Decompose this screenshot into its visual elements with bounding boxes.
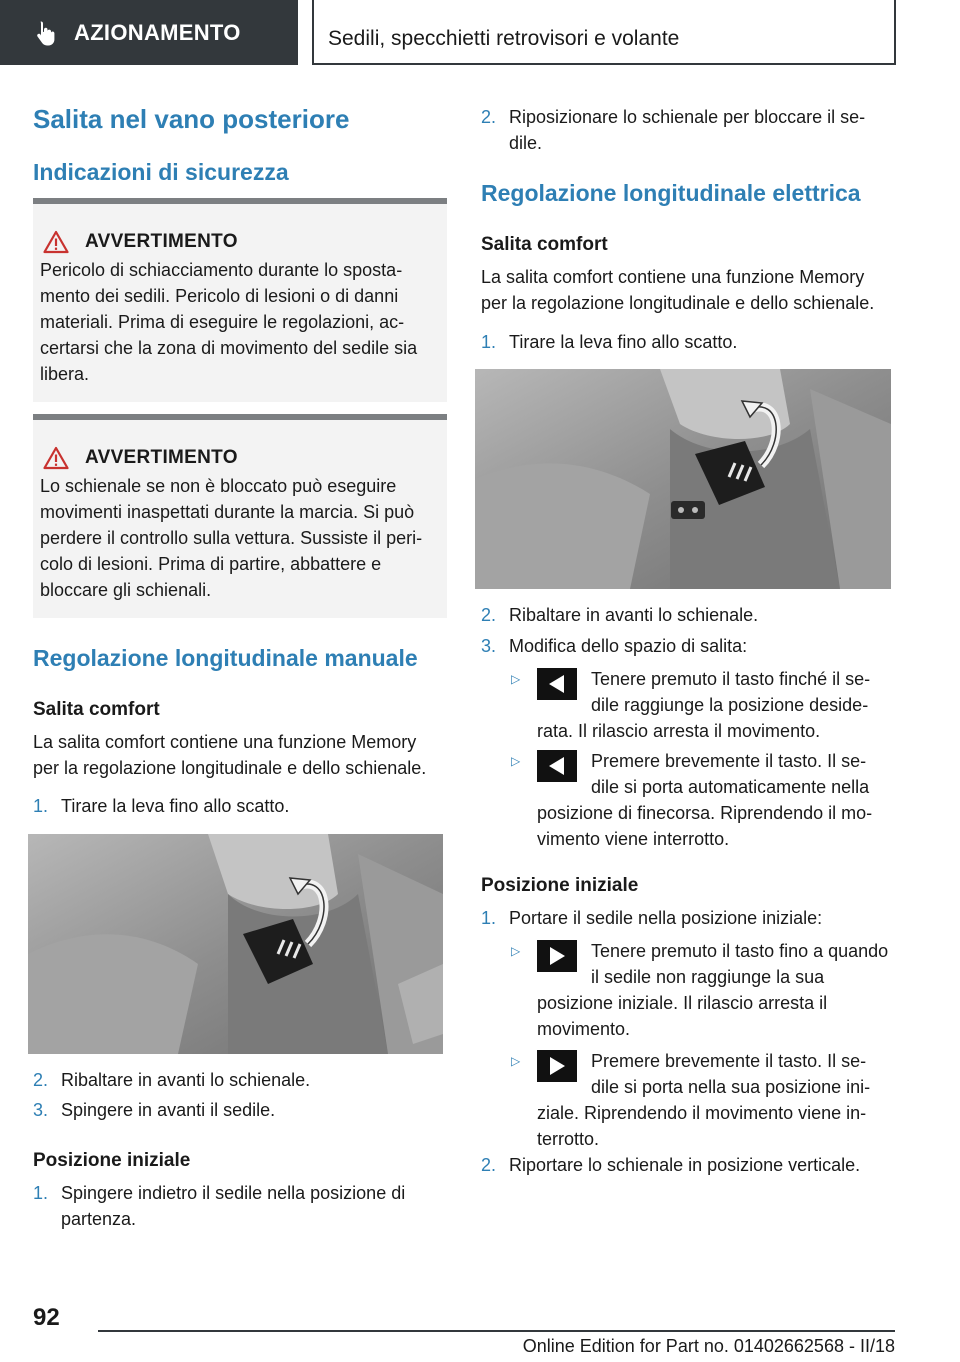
comfort-heading-left: Salita comfort [33,699,160,720]
bullet-text: Premere brevemente il tasto. Il se-dile si porta nella sua posizione ini-ziale. Riprendendo il movimento viene in-terrotto. [537,1051,871,1149]
step-text: Tirare la leva fino allo scatto. [61,796,290,816]
footer-edition: Online Edition for Part no. 01402662568 - II/18 [522,1336,895,1356]
bullet-item [537,1048,891,1152]
step-item [481,602,895,628]
bullet-text: Tenere premuto il tasto finché il se-dile raggiunge la posizione deside-rata. Il rilascio arresta il movimento. [537,669,871,741]
step-number: 2. [481,1155,497,1175]
start-position-heading-left: Posizione iniziale [33,1150,191,1171]
step-text: Modifica dello spazio di salita: [509,636,748,656]
comfort-heading-right: Salita comfort [481,234,608,255]
step-text: Riportare lo schienale in posizione verticale. [509,1155,861,1175]
step-item [481,329,895,355]
step-item [33,1067,447,1093]
step-number: 2. [481,107,497,127]
bullet-triangle-icon: ▷ [511,944,521,958]
seat-lever-button-photo [475,369,891,589]
bullet-text: Tenere premuto il tasto fino a quando il sedile non raggiunge la sua posizione iniziale. Il rilascio arresta il movimento. [537,941,889,1039]
warning-box-1 [33,198,447,402]
comfort-text-right: La salita comfort contiene una funzione Memory per la regolazione longitudinale e dello schienale. [481,267,875,313]
step-number: 1. [481,332,497,352]
bullet-text: Premere brevemente il tasto. Il se-dile si porta automaticamente nella posizione di finecorsa. Riprendendo il mo-vimento viene interrotto. [537,751,873,849]
step-item [481,1152,895,1178]
hand-pointer-icon [36,20,60,46]
step-number: 3. [33,1100,49,1120]
step-text: Ribaltare in avanti lo schienale. [509,605,759,625]
section-title: Salita nel vano posteriore [33,104,350,134]
footer-divider [98,1330,895,1332]
warning-title-1 [40,230,439,254]
step-text: Spingere in avanti il sedile. [61,1100,276,1120]
bullet-item [537,748,891,852]
step-text: Tirare la leva fino allo scatto. [509,332,738,352]
step-number: 3. [481,636,497,656]
warning-title-2 [40,446,439,470]
step-number: 1. [33,796,49,816]
bullet-triangle-icon: ▷ [511,1054,521,1068]
header-chapter-box [312,0,896,65]
comfort-text-left: La salita comfort contiene una funzione Memory per la regolazione longitudinale e dello schienale. [33,732,427,778]
seat-lever-photo [28,834,443,1054]
step-text: Ribaltare in avanti lo schienale. [61,1070,311,1090]
electric-adjust-heading: Regolazione longitudinale elettrica [481,180,861,206]
bullet-item [537,666,891,744]
seat-back-button-icon [537,750,577,782]
seat-back-button-icon [537,668,577,700]
safety-heading: Indicazioni di sicurezza [33,159,289,185]
step-number: 2. [33,1070,49,1090]
manual-adjust-heading: Regolazione longitudinale manuale [33,645,418,671]
step-item [481,633,895,659]
step-number: 2. [481,605,497,625]
header-section-tab [0,0,298,65]
warning-text-2: Lo schienale se non è bloccato può eseguire movimenti inaspettati durante la marcia. Si può perdere il controllo sulla vettura. Sussiste il peri-colo di lesioni. Prima di partire, abbattere e bloccare gli schienali. [40,476,423,600]
start-position-heading-right: Posizione iniziale [481,875,639,896]
step-number: 1. [481,908,497,928]
bullet-item [537,938,891,1042]
seat-forward-button-icon [537,1050,577,1082]
seat-forward-button-icon [537,940,577,972]
warning-triangle-icon [43,446,69,470]
step-item [481,905,895,931]
step-text: Riposizionare lo schienale per bloccare il se-dile. [509,107,866,153]
step-item [33,1180,447,1232]
warning-box-2 [33,414,447,618]
step-text: Spingere indietro il sedile nella posizione di partenza. [61,1183,406,1229]
step-number: 1. [33,1183,49,1203]
warning-text-1: Pericolo di schiacciamento durante lo sposta-mento dei sedili. Pericolo di lesioni o di danni materiali. Prima di eseguire le regolazioni, ac-certarsi che la zona di movimento del sedile sia libera. [40,260,418,384]
step-text: Portare il sedile nella posizione iniziale: [509,908,823,928]
page-number: 92 [33,1304,60,1331]
warning-label-2: AVVERTIMENTO [85,447,238,468]
warning-triangle-icon [43,230,69,254]
bullet-triangle-icon: ▷ [511,672,521,686]
step-item [33,793,447,819]
header-section-title: AZIONAMENTO [74,19,241,45]
step-item [481,104,895,156]
step-item [33,1097,447,1123]
warning-label-1: AVVERTIMENTO [85,231,238,252]
bullet-triangle-icon: ▷ [511,754,521,768]
header-chapter-title: Sedili, specchietti retrovisori e volante [328,27,680,50]
